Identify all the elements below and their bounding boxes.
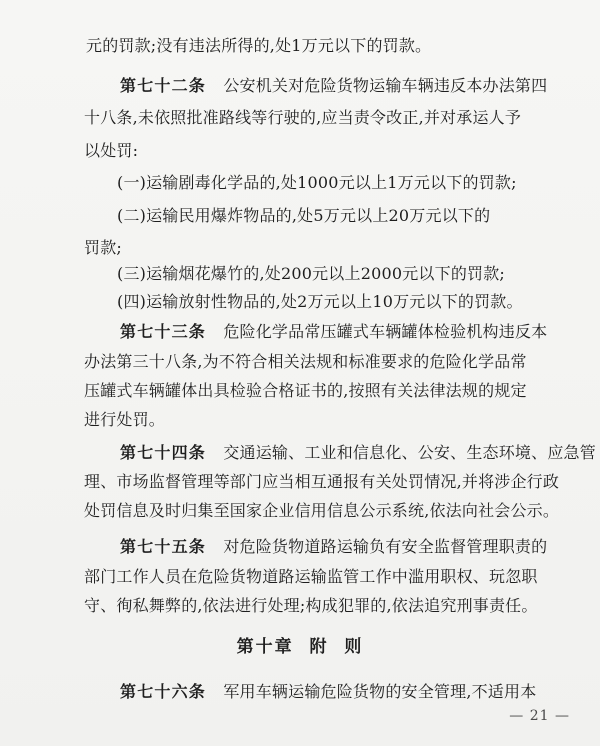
line-text: 交通运输、工业和信息化、公安、生态环境、应急管 <box>223 443 596 462</box>
article-73-first-line <box>120 322 547 342</box>
list-item <box>117 292 523 312</box>
line-text: (二)运输民用爆炸物品的,处5万元以上20万元以下的 <box>117 206 491 225</box>
line-text: 罚款; <box>84 238 122 257</box>
article-72-first-line <box>120 76 547 96</box>
line-text: 对危险货物道路运输负有安全监督管理职责的 <box>223 537 548 556</box>
article-75-first-line <box>120 537 547 557</box>
list-item <box>117 173 517 193</box>
page-number: — 21 — <box>509 708 570 724</box>
article-72-heading: 第七十二条 <box>120 76 207 95</box>
article-76-heading: 第七十六条 <box>120 682 207 701</box>
article-74-first-line <box>120 443 596 463</box>
line-text: 元的罚款;没有违法所得的,处1万元以下的罚款。 <box>86 36 432 55</box>
line-text: 压罐式车辆罐体出具检验合格证书的,按照有关法律法规的规定 <box>84 381 527 400</box>
line-text: (四)运输放射性物品的,处2万元以上10万元以下的罚款。 <box>117 292 523 311</box>
line-text: 公安机关对危险货物运输车辆违反本办法第四 <box>223 76 548 95</box>
text-line <box>84 141 138 161</box>
article-73-heading: 第七十三条 <box>120 322 207 341</box>
text-line <box>84 472 559 492</box>
line-text: 办法第三十八条,为不符合相关法规和标准要求的危险化学品常 <box>84 352 527 371</box>
line-text: (一)运输剧毒化学品的,处1000元以上1万元以下的罚款; <box>117 173 517 192</box>
line-text: 处罚信息及时归集至国家企业信用信息公示系统,依法向社会公示。 <box>84 501 560 520</box>
text-line <box>86 36 431 56</box>
list-item <box>117 264 505 284</box>
line-text: 以处罚: <box>84 141 139 160</box>
text-line <box>84 410 165 430</box>
text-line <box>84 108 521 128</box>
line-text: 十八条,未依照批准路线等行驶的,应当责令改正,并对承运人予 <box>84 108 522 127</box>
text-line <box>84 596 538 616</box>
line-text: 理、市场监督管理等部门应当相互通报有关处罚情况,并将涉企行政 <box>84 472 560 491</box>
text-line <box>84 381 527 401</box>
article-74-heading: 第七十四条 <box>120 443 207 462</box>
line-text: 进行处罚。 <box>84 410 166 429</box>
text-line <box>84 352 527 372</box>
text-line <box>84 501 559 521</box>
article-76-first-line <box>120 682 536 702</box>
line-text: 部门工作人员在危险货物道路运输监管工作中滥用职权、玩忽职 <box>84 567 538 586</box>
text-line <box>84 238 122 258</box>
article-75-heading: 第七十五条 <box>120 537 207 556</box>
line-text: 军用车辆运输危险货物的安全管理,不适用本 <box>223 682 537 701</box>
line-text: 守、徇私舞弊的,依法进行处理;构成犯罪的,依法追究刑事责任。 <box>84 596 538 615</box>
line-text: 危险化学品常压罐式车辆罐体检验机构违反本 <box>223 322 548 341</box>
chapter-heading: 第十章 附 则 <box>236 637 364 657</box>
list-item <box>117 206 490 226</box>
text-line <box>84 567 538 587</box>
line-text: (三)运输烟花爆竹的,处200元以上2000元以下的罚款; <box>117 264 506 283</box>
